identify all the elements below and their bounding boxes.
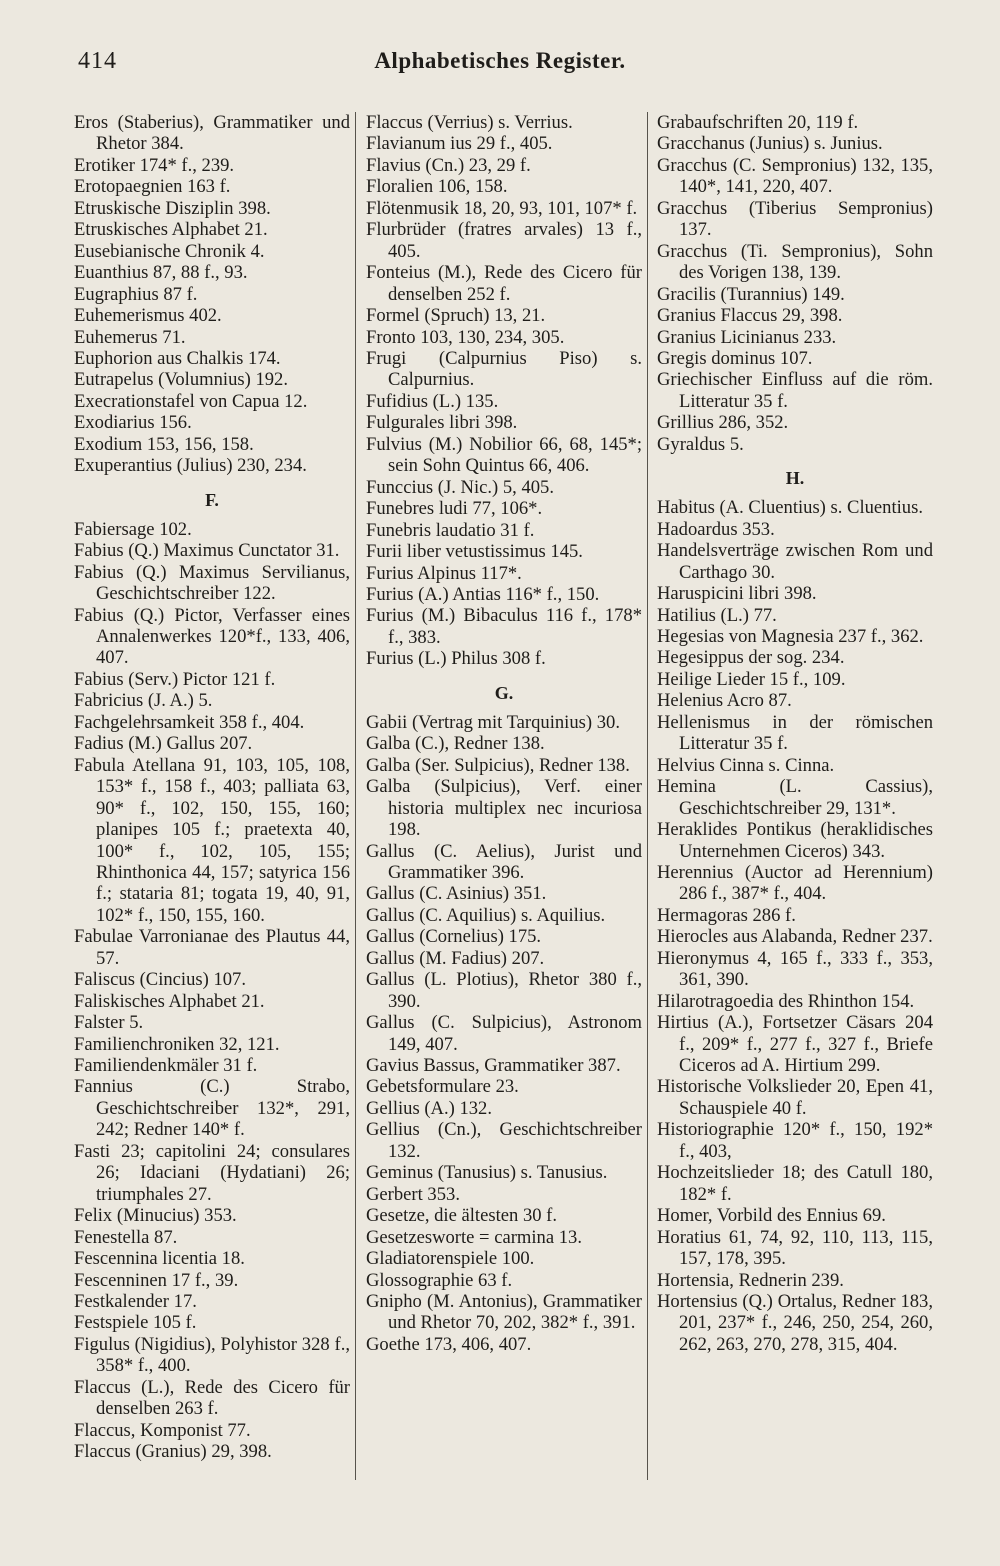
index-entry: Exodium 153, 156, 158. xyxy=(74,433,254,455)
index-entry: Felix (Minucius) 353. xyxy=(74,1205,237,1227)
index-entry: Gerbert 353. xyxy=(366,1183,460,1205)
index-entry: Granius Flaccus 29, 398. xyxy=(657,305,843,327)
index-entry: Fabius (Serv.) Pictor 121 f. xyxy=(74,668,276,690)
index-entry: Handelsverträge zwischen Rom und Carthago 30. xyxy=(657,540,933,583)
index-entry: Hortensia, Rednerin 239. xyxy=(657,1269,844,1291)
index-entry: Euphorion aus Chalkis 174. xyxy=(74,347,281,369)
index-entry: Fabiersage 102. xyxy=(74,518,192,540)
index-entry: Furius (L.) Philus 308 f. xyxy=(366,648,546,670)
index-entry: Gesetzesworte = carmina 13. xyxy=(366,1226,582,1248)
index-entry: Griechischer Einfluss auf die röm. Litteratur 35 f. xyxy=(657,369,933,412)
index-entry: Flaccus (Verrius) s. Verrius. xyxy=(366,112,573,133)
index-entry: Grabaufschriften 20, 119 f. xyxy=(657,112,859,133)
index-entry: Horatius 61, 74, 92, 110, 113, 115, 157, 178, 395. xyxy=(657,1226,933,1270)
index-entry: Exodiarius 156. xyxy=(74,412,192,434)
index-entry: Fonteius (M.), Rede des Cicero für denselben 252 f. xyxy=(366,262,642,305)
index-entry: Furius (A.) Antias 116* f., 150. xyxy=(366,583,600,605)
index-entry: Exuperantius (Julius) 230, 234. xyxy=(74,455,307,477)
index-entry: Fescennina licentia 18. xyxy=(74,1248,245,1270)
index-entry: Figulus (Nigidius), Polyhistor 328 f., 358* f., 400. xyxy=(74,1333,350,1377)
index-entry: Hegesippus der sog. 234. xyxy=(657,647,845,669)
index-entry: Gebetsformulare 23. xyxy=(366,1076,519,1098)
section-heading: F. xyxy=(205,489,219,510)
index-entry: Helenius Acro 87. xyxy=(657,690,792,712)
index-entry: Hirtius (A.), Fortsetzer Cäsars 204 f., 209* f., 277 f., 327 f., Briefe Ciceros ad A. Hirtium 299. xyxy=(657,1012,933,1077)
index-entry: Gracchus (Tiberius Sempronius) 137. xyxy=(657,197,933,241)
index-entry: Faliskisches Alphabet 21. xyxy=(74,990,265,1012)
index-entry: Fabius (Q.) Maximus Cunctator 31. xyxy=(74,540,340,562)
index-column-2 xyxy=(366,112,642,1355)
index-entry: Gallus (C. Aquilius) s. Aquilius. xyxy=(366,904,606,926)
index-entry: Funccius (J. Nic.) 5, 405. xyxy=(366,476,554,498)
index-entry: Gallus (C. Asinius) 351. xyxy=(366,883,547,905)
index-entry: Goethe 173, 406, 407. xyxy=(366,1333,532,1355)
index-entry: Grillius 286, 352. xyxy=(657,412,789,434)
index-entry: Fasti 23; capitolini 24; consulares 26; Idaciani (Hydatiani) 26; triumphales 27. xyxy=(74,1140,350,1205)
index-entry: Galba (Ser. Sulpicius), Redner 138. xyxy=(366,754,630,776)
index-entry: Eutrapelus (Volumnius) 192. xyxy=(74,369,288,391)
index-column-3 xyxy=(657,112,933,1355)
index-entry: Execrationstafel von Capua 12. xyxy=(74,390,308,412)
index-entry: Fabius (Q.) Maximus Servilianus, Geschichtschreiber 122. xyxy=(74,561,350,605)
index-entry: Floralien 106, 158. xyxy=(366,176,508,198)
index-entry: Fabricius (J. A.) 5. xyxy=(74,690,213,712)
index-entry: Gallus (Cornelius) 175. xyxy=(366,926,542,948)
index-entry: Furius (M.) Bibaculus 116 f., 178* f., 383. xyxy=(366,605,642,648)
index-entry: Gavius Bassus, Grammatiker 387. xyxy=(366,1055,621,1077)
index-entry: Fescenninen 17 f., 39. xyxy=(74,1269,239,1291)
index-entry: Habitus (A. Cluentius) s. Cluentius. xyxy=(657,497,923,519)
index-entry: Hadoardus 353. xyxy=(657,518,775,540)
index-entry: Helvius Cinna s. Cinna. xyxy=(657,754,835,776)
section-heading: G. xyxy=(494,682,514,703)
index-entry: Familienchroniken 32, 121. xyxy=(74,1033,280,1055)
index-entry: Hemina (L. Cassius), Geschichtschreiber 29, 131*. xyxy=(657,776,933,819)
index-entry: Hochzeitslieder 18; des Catull 180, 182* f. xyxy=(657,1162,933,1205)
index-entry: Galba (C.), Redner 138. xyxy=(366,733,545,755)
index-entry: Gracilis (Turannius) 149. xyxy=(657,283,845,305)
index-entry: Gabii (Vertrag mit Tarquinius) 30. xyxy=(366,711,620,733)
index-entry: Gnipho (M. Antonius), Grammatiker und Rhetor 70, 202, 382* f., 391. xyxy=(366,1291,642,1334)
index-entry: Herennius (Auctor ad Herennium) 286 f., 387* f., 404. xyxy=(657,861,933,905)
index-entry: Furii liber vetustissimus 145. xyxy=(366,541,583,563)
index-entry: Hermagoras 286 f. xyxy=(657,904,796,926)
index-entry: Fufidius (L.) 135. xyxy=(366,390,499,412)
index-entry: Fannius (C.) Strabo, Geschichtschreiber 132*, 291, 242; Redner 140* f. xyxy=(74,1076,350,1141)
index-entry: Familiendenkmäler 31 f. xyxy=(74,1055,258,1077)
index-entry: Hierocles aus Alabanda, Redner 237. xyxy=(657,926,933,948)
index-entry: Gellius (Cn.), Geschichtschreiber 132. xyxy=(366,1119,642,1162)
index-entry: Gracchus (C. Sempronius) 132, 135, 140*, 141, 220, 407. xyxy=(657,154,933,198)
index-entry: Falster 5. xyxy=(74,1012,144,1034)
index-entry: Euanthius 87, 88 f., 93. xyxy=(74,262,248,284)
running-title: Alphabetisches Register. xyxy=(374,48,626,73)
index-entry: Hellenismus in der römischen Litteratur 35 f. xyxy=(657,711,933,755)
index-entry: Eusebianische Chronik 4. xyxy=(74,240,265,262)
index-entry: Galba (Sulpicius), Verf. einer historia multiplex nec incuriosa 198. xyxy=(366,776,642,841)
index-entry: Hieronymus 4, 165 f., 333 f., 353, 361, 390. xyxy=(657,947,933,991)
index-column-1 xyxy=(74,112,350,1463)
index-entry: Fenestella 87. xyxy=(74,1226,178,1248)
index-entry: Funebres ludi 77, 106*. xyxy=(366,498,543,520)
index-entry: Eros (Staberius), Grammatiker und Rhetor 384. xyxy=(74,112,350,155)
index-entry: Euhemerismus 402. xyxy=(74,305,222,327)
index-entry: Hegesias von Magnesia 237 f., 362. xyxy=(657,625,924,647)
page-number: 414 xyxy=(78,48,117,74)
index-entry: Fabius (Q.) Pictor, Verfasser eines Annalenwerkes 120*f., 133, 406, 407. xyxy=(74,604,350,669)
index-entry: Fabula Atellana 91, 103, 105, 108, 153* f., 158 f., 403; palliata 63, 90* f., 102, 150, 155, 160; planipes 105 f.; praetexta 40, 100* f., 102, 105, 155; Rhinthonica 44, 157; satyrica 156 f.; stataria 81; togata 19, 40, 91, 102* f., 150, 155, 160. xyxy=(74,754,350,926)
index-entry: Fulgurales libri 398. xyxy=(366,412,518,434)
index-entry: Fabulae Varronianae des Plautus 44, 57. xyxy=(74,926,350,969)
index-entry: Festspiele 105 f. xyxy=(74,1312,197,1334)
index-entry: Flavius (Cn.) 23, 29 f. xyxy=(366,154,531,176)
index-entry: Furius Alpinus 117*. xyxy=(366,562,522,584)
index-entry: Heilige Lieder 15 f., 109. xyxy=(657,668,846,690)
index-entry: Flurbrüder (fratres arvales) 13 f., 405. xyxy=(366,219,642,262)
column-divider xyxy=(355,112,356,1480)
index-entry: Gesetze, die ältesten 30 f. xyxy=(366,1205,558,1227)
index-entry: Fachgelehrsamkeit 358 f., 404. xyxy=(74,711,305,733)
index-entry: Gallus (M. Fadius) 207. xyxy=(366,947,545,969)
index-entry: Etruskische Disziplin 398. xyxy=(74,197,271,219)
index-entry: Flaccus, Komponist 77. xyxy=(74,1419,251,1441)
index-entry: Faliscus (Cincius) 107. xyxy=(74,969,246,991)
index-entry: Gracchus (Ti. Sempronius), Sohn des Vorigen 138, 139. xyxy=(657,240,933,284)
index-entry: Heraklides Pontikus (heraklidisches Unternehmen Ciceros) 343. xyxy=(657,819,933,862)
index-entry: Geminus (Tanusius) s. Tanusius. xyxy=(366,1162,608,1184)
index-entry: Frugi (Calpurnius Piso) s. Calpurnius. xyxy=(366,347,642,391)
index-entry: Formel (Spruch) 13, 21. xyxy=(366,305,546,327)
index-entry: Gregis dominus 107. xyxy=(657,347,813,369)
index-entry: Erotopaegnien 163 f. xyxy=(74,176,231,198)
index-entry: Gracchanus (Junius) s. Junius. xyxy=(657,133,883,155)
index-entry: Gallus (C. Aelius), Jurist und Grammatiker 396. xyxy=(366,840,642,883)
index-entry: Etruskisches Alphabet 21. xyxy=(74,219,268,241)
index-entry: Fulvius (M.) Nobilior 66, 68, 145*; sein Sohn Quintus 66, 406. xyxy=(366,433,642,477)
index-entry: Gyraldus 5. xyxy=(657,433,744,455)
index-entry: Gladiatorenspiele 100. xyxy=(366,1248,535,1270)
index-entry: Hortensius (Q.) Ortalus, Redner 183, 201, 237* f., 246, 250, 254, 260, 262, 263, 270, 278, 315, 404. xyxy=(657,1291,933,1355)
index-entry: Homer, Vorbild des Ennius 69. xyxy=(657,1205,886,1227)
index-entry: Euhemerus 71. xyxy=(74,326,186,348)
index-entry: Hilarotragoedia des Rhinthon 154. xyxy=(657,990,915,1012)
index-entry: Hatilius (L.) 77. xyxy=(657,604,777,626)
index-entry: Glossographie 63 f. xyxy=(366,1269,513,1291)
index-entry: Haruspicini libri 398. xyxy=(657,583,817,605)
index-entry: Flavianum ius 29 f., 405. xyxy=(366,133,553,155)
index-entry: Erotiker 174* f., 239. xyxy=(74,154,235,176)
index-entry: Eugraphius 87 f. xyxy=(74,283,198,305)
index-entry: Fadius (M.) Gallus 207. xyxy=(74,733,253,755)
index-entry: Historiographie 120* f., 150, 192* f., 403, xyxy=(657,1119,933,1162)
index-entry: Historische Volkslieder 20, Epen 41, Schauspiele 40 f. xyxy=(657,1076,933,1119)
index-entry: Gellius (A.) 132. xyxy=(366,1097,493,1119)
column-divider xyxy=(647,112,648,1480)
index-entry: Flaccus (Granius) 29, 398. xyxy=(74,1441,272,1463)
index-entry: Flaccus (L.), Rede des Cicero für denselben 263 f. xyxy=(74,1376,350,1420)
index-entry: Gallus (L. Plotius), Rhetor 380 f., 390. xyxy=(366,969,642,1012)
index-entry: Granius Licinianus 233. xyxy=(657,326,837,348)
index-entry: Funebris laudatio 31 f. xyxy=(366,519,535,541)
index-entry: Festkalender 17. xyxy=(74,1291,197,1313)
index-entry: Fronto 103, 130, 234, 305. xyxy=(366,326,565,348)
index-entry: Gallus (C. Sulpicius), Astronom 149, 407. xyxy=(366,1012,642,1055)
index-entry: Flötenmusik 18, 20, 93, 101, 107* f. xyxy=(366,197,638,219)
section-heading: H. xyxy=(785,468,805,489)
